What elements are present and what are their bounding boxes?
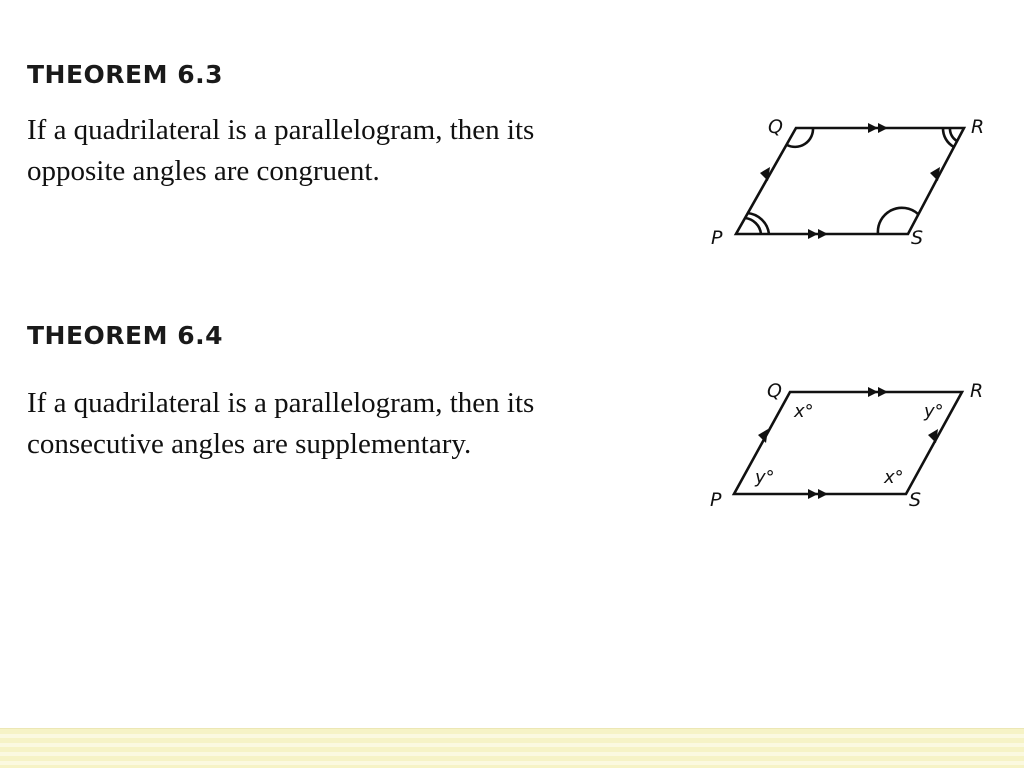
double-arrow-marker <box>808 489 818 499</box>
angle-arc-p-inner <box>745 218 761 234</box>
parallelogram-diagram-congruent-angles <box>700 110 1000 260</box>
double-arrow-marker <box>868 387 878 397</box>
angle-label-p: y° <box>755 467 775 488</box>
angle-label-q: x° <box>794 401 814 422</box>
parallelogram-outline <box>736 128 964 234</box>
theorem-title: THEOREM 6.3 <box>27 60 224 89</box>
angle-label-r: y° <box>924 401 944 422</box>
double-arrow-marker <box>818 489 828 499</box>
double-arrow-marker <box>868 123 878 133</box>
double-arrow-marker <box>818 229 828 239</box>
theorem-statement <box>27 383 667 465</box>
angle-arc-r-inner <box>950 128 957 141</box>
theorem-statement-line: opposite angles are congruent. <box>27 155 380 187</box>
vertex-label-p: P <box>711 227 723 249</box>
angle-label-s: x° <box>884 467 904 488</box>
theorem-statement-line: If a quadrilateral is a parallelogram, then its <box>27 387 535 419</box>
vertex-label-s: S <box>911 227 924 249</box>
vertex-label-q: Q <box>767 380 782 402</box>
vertex-label-r: R <box>970 380 984 402</box>
theorem-title: THEOREM 6.4 <box>27 321 224 350</box>
vertex-label-p: P <box>710 489 722 511</box>
double-arrow-marker <box>878 123 888 133</box>
vertex-label-s: S <box>909 489 922 511</box>
footer-band <box>0 728 1024 768</box>
parallelogram-diagram-supplementary-angles <box>700 372 1000 522</box>
angle-arc-p-outer <box>747 213 769 234</box>
theorem-statement-line: consecutive angles are supplementary. <box>27 428 472 460</box>
theorem-statement-line: If a quadrilateral is a parallelogram, then its <box>27 114 535 146</box>
double-arrow-marker <box>808 229 818 239</box>
theorem-statement <box>27 110 667 192</box>
vertex-label-q: Q <box>768 116 783 138</box>
vertex-label-r: R <box>971 116 985 138</box>
double-arrow-marker <box>878 387 888 397</box>
